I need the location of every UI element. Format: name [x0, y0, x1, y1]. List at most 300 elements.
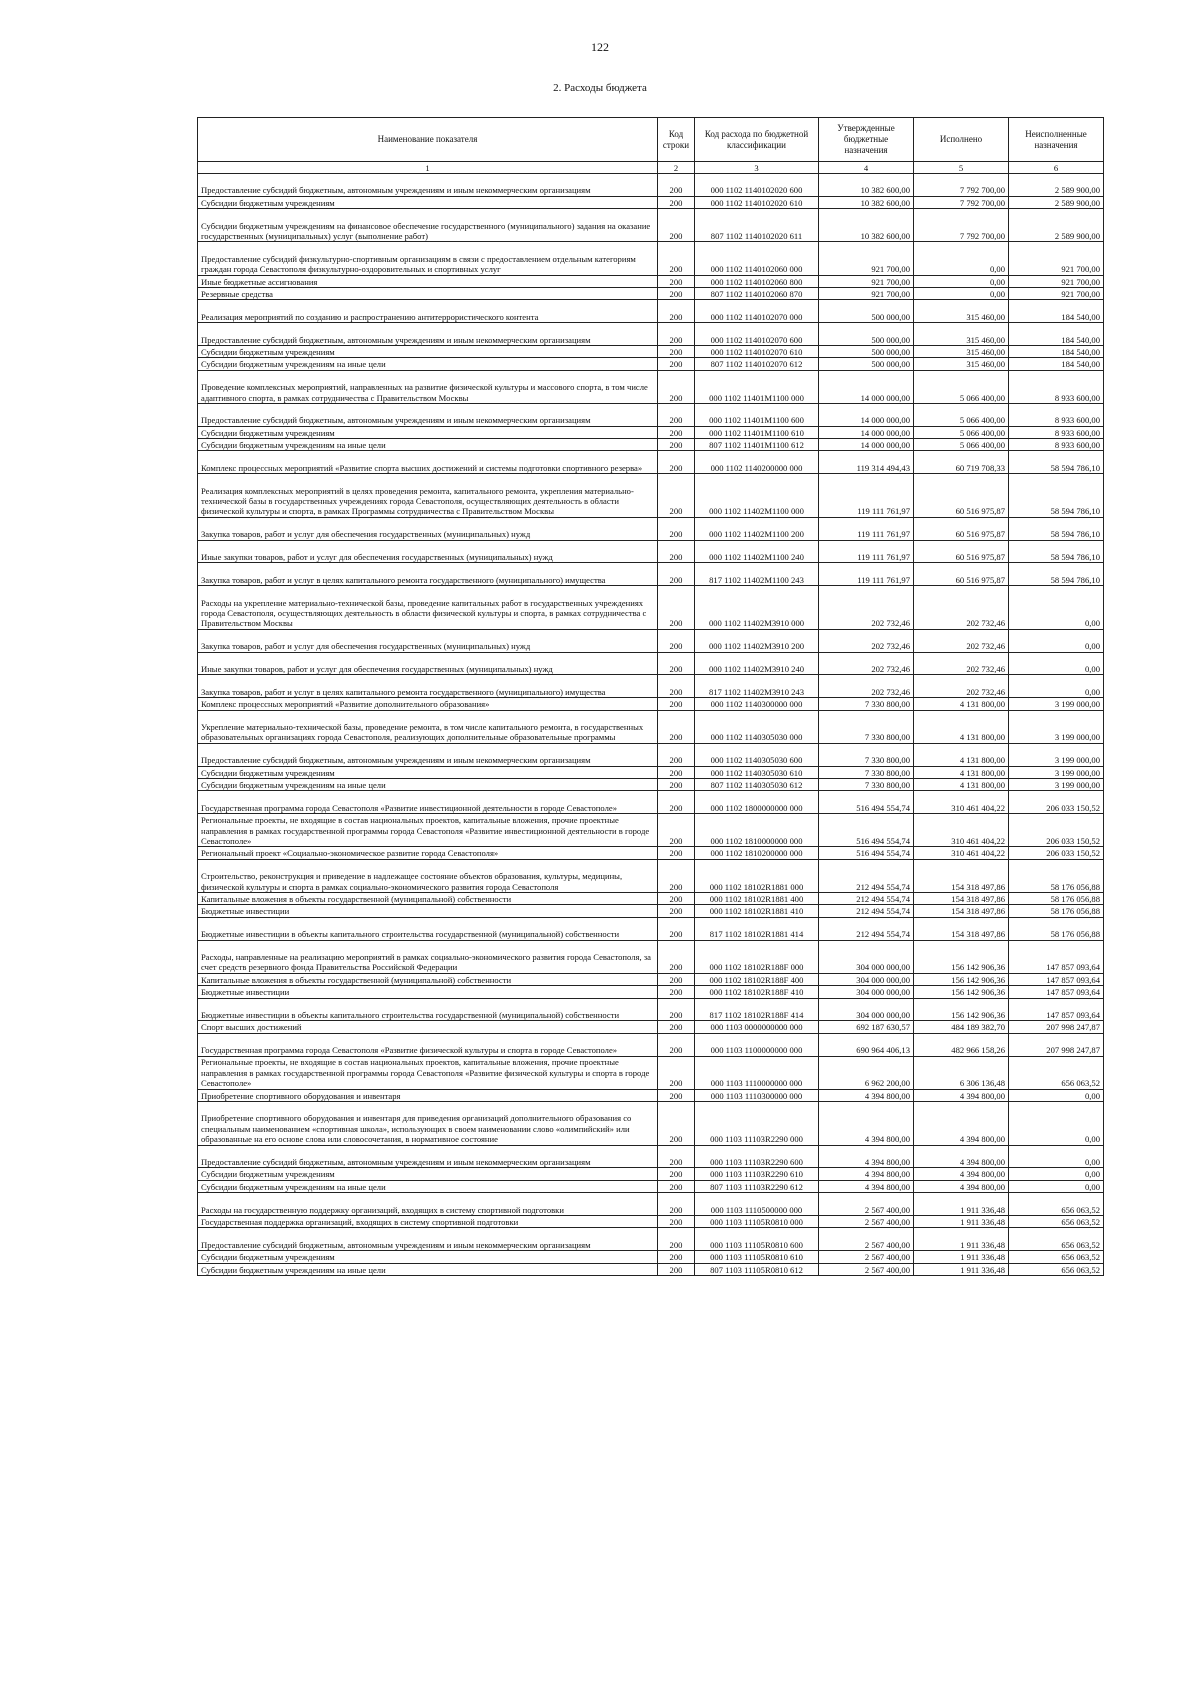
table-row: [198, 743, 1104, 766]
row-approved: 119 111 761,97: [819, 474, 914, 518]
row-line-code: 200: [658, 1228, 695, 1251]
row-unexecuted: 921 700,00: [1009, 275, 1104, 287]
row-kbk: 000 1102 11402M3910 240: [695, 652, 819, 675]
row-unexecuted: 58 176 056,88: [1009, 859, 1104, 892]
row-line-code: 200: [658, 474, 695, 518]
row-unexecuted: 3 199 000,00: [1009, 779, 1104, 791]
row-unexecuted: 58 594 786,10: [1009, 517, 1104, 540]
table-row: [198, 779, 1104, 791]
row-line-code: 200: [658, 275, 695, 287]
row-name: Субсидии бюджетным учреждениям на иные цели: [198, 779, 658, 791]
table-row: [198, 847, 1104, 859]
row-approved: 2 567 400,00: [819, 1216, 914, 1228]
row-approved: 692 187 630,57: [819, 1021, 914, 1033]
row-name: Предоставление субсидий бюджетным, автономным учреждениям и иным некоммерческим организациям: [198, 1228, 658, 1251]
row-unexecuted: 0,00: [1009, 629, 1104, 652]
row-name: Субсидии бюджетным учреждениям: [198, 426, 658, 438]
row-line-code: 200: [658, 1251, 695, 1263]
row-unexecuted: 147 857 093,64: [1009, 986, 1104, 998]
row-kbk: 000 1103 11105R0810 600: [695, 1228, 819, 1251]
row-kbk: 000 1102 1800000000 000: [695, 791, 819, 814]
row-line-code: 200: [658, 1180, 695, 1192]
table-row: [198, 940, 1104, 973]
table-row: [198, 323, 1104, 346]
table-row: [198, 300, 1104, 323]
row-unexecuted: 0,00: [1009, 586, 1104, 630]
row-unexecuted: 147 857 093,64: [1009, 940, 1104, 973]
table-row: [198, 766, 1104, 778]
table-row: [198, 474, 1104, 518]
row-name: Субсидии бюджетным учреждениям на иные цели: [198, 358, 658, 370]
table-row: [198, 998, 1104, 1021]
row-line-code: 200: [658, 563, 695, 586]
row-approved: 2 567 400,00: [819, 1263, 914, 1275]
row-approved: 4 394 800,00: [819, 1180, 914, 1192]
row-unexecuted: 921 700,00: [1009, 242, 1104, 275]
column-number: 6: [1009, 162, 1104, 174]
row-executed: 0,00: [914, 287, 1009, 299]
row-unexecuted: 58 594 786,10: [1009, 474, 1104, 518]
row-executed: 5 066 400,00: [914, 439, 1009, 451]
row-name: Приобретение спортивного оборудования и инвентаря для приведения организаций дополнительного образования со специальным наименованием «спортивная школа», использующих в своем наименовании слово «олимпийский» или образованные на его основе слова или словосочетания, в нормативное состояние: [198, 1102, 658, 1146]
row-kbk: 817 1102 18102R188F 414: [695, 998, 819, 1021]
row-line-code: 200: [658, 1089, 695, 1101]
row-approved: 921 700,00: [819, 287, 914, 299]
row-unexecuted: 0,00: [1009, 675, 1104, 698]
row-line-code: 200: [658, 345, 695, 357]
row-unexecuted: 8 933 600,00: [1009, 370, 1104, 403]
table-row: [198, 652, 1104, 675]
row-approved: 119 314 494,43: [819, 451, 914, 474]
row-kbk: 817 1102 11402M1100 243: [695, 563, 819, 586]
row-executed: 60 516 975,87: [914, 517, 1009, 540]
budget-expenses-table: [197, 117, 1104, 1276]
row-unexecuted: 58 176 056,88: [1009, 917, 1104, 940]
table-row: [198, 814, 1104, 847]
table-header-row: [198, 118, 1104, 162]
row-executed: 7 792 700,00: [914, 209, 1009, 242]
row-unexecuted: 2 589 900,00: [1009, 174, 1104, 197]
row-approved: 119 111 761,97: [819, 517, 914, 540]
table-row: [198, 1216, 1104, 1228]
row-kbk: 807 1102 1140305030 612: [695, 779, 819, 791]
row-kbk: 807 1103 11103R2290 612: [695, 1180, 819, 1192]
row-approved: 304 000 000,00: [819, 940, 914, 973]
row-approved: 500 000,00: [819, 345, 914, 357]
row-executed: 202 732,46: [914, 586, 1009, 630]
row-unexecuted: 206 033 150,52: [1009, 791, 1104, 814]
row-executed: 1 911 336,48: [914, 1216, 1009, 1228]
row-executed: 154 318 497,86: [914, 905, 1009, 917]
row-executed: 4 131 800,00: [914, 766, 1009, 778]
row-approved: 516 494 554,74: [819, 791, 914, 814]
table-row: [198, 973, 1104, 985]
header-kbk: Код расхода по бюджетной классификации: [695, 118, 819, 162]
table-row: [198, 345, 1104, 357]
row-name: Субсидии бюджетным учреждениям: [198, 1251, 658, 1263]
row-unexecuted: 3 199 000,00: [1009, 766, 1104, 778]
row-approved: 4 394 800,00: [819, 1102, 914, 1146]
row-approved: 2 567 400,00: [819, 1228, 914, 1251]
row-kbk: 000 1103 0000000000 000: [695, 1021, 819, 1033]
row-kbk: 817 1102 11402M3910 243: [695, 675, 819, 698]
row-approved: 921 700,00: [819, 242, 914, 275]
row-line-code: 200: [658, 1263, 695, 1275]
row-kbk: 000 1103 11105R0810 000: [695, 1216, 819, 1228]
row-name: Государственная программа города Севастополя «Развитие физической культуры и спорта в городе Севастополе»: [198, 1033, 658, 1056]
row-executed: 202 732,46: [914, 629, 1009, 652]
row-kbk: 000 1103 1100000000 000: [695, 1033, 819, 1056]
row-executed: 7 792 700,00: [914, 196, 1009, 208]
row-executed: 4 394 800,00: [914, 1145, 1009, 1168]
row-kbk: 000 1103 1110500000 000: [695, 1193, 819, 1216]
row-unexecuted: 58 176 056,88: [1009, 905, 1104, 917]
row-executed: 1 911 336,48: [914, 1263, 1009, 1275]
row-unexecuted: 206 033 150,52: [1009, 847, 1104, 859]
row-kbk: 000 1102 1140102020 610: [695, 196, 819, 208]
row-name: Расходы, направленные на реализацию мероприятий в рамках социально-экономического развития города Севастополя, за счет средств резервного фонда Правительства Российской Федерации: [198, 940, 658, 973]
row-kbk: 000 1102 18102R1881 410: [695, 905, 819, 917]
row-line-code: 200: [658, 451, 695, 474]
row-name: Укрепление материально-технической базы, проведение ремонта, в том числе капитального ремонта, в государственных образовательных организациях города Севастополя, реализующих дополнительные образовательные программы: [198, 710, 658, 743]
row-name: Региональные проекты, не входящие в состав национальных проектов, капитальные вложения, прочие проектные направления в рамках государственной программы города Севастополя «Развитие инвестиционной деятельности в городе Севастополе»: [198, 814, 658, 847]
table-row: [198, 917, 1104, 940]
row-name: Субсидии бюджетным учреждениям на иные цели: [198, 1180, 658, 1192]
row-unexecuted: 0,00: [1009, 1180, 1104, 1192]
table-body: [198, 174, 1104, 1276]
row-approved: 7 330 800,00: [819, 698, 914, 710]
table-row: [198, 986, 1104, 998]
row-name: Спорт высших достижений: [198, 1021, 658, 1033]
column-number: 5: [914, 162, 1009, 174]
row-kbk: 000 1102 11402M1100 240: [695, 540, 819, 563]
row-line-code: 200: [658, 814, 695, 847]
row-kbk: 000 1102 1140300000 000: [695, 698, 819, 710]
row-name: Капитальные вложения в объекты государственной (муниципальной) собственности: [198, 973, 658, 985]
row-line-code: 200: [658, 323, 695, 346]
row-executed: 0,00: [914, 275, 1009, 287]
row-line-code: 200: [658, 1102, 695, 1146]
row-line-code: 200: [658, 973, 695, 985]
row-executed: 6 306 136,48: [914, 1056, 1009, 1089]
row-executed: 5 066 400,00: [914, 403, 1009, 426]
row-name: Бюджетные инвестиции: [198, 905, 658, 917]
row-unexecuted: 3 199 000,00: [1009, 743, 1104, 766]
row-name: Региональные проекты, не входящие в состав национальных проектов, капитальные вложения, прочие проектные направления в рамках государственной программы города Севастополя «Развитие физической культуры и спорта в городе Севастополе»: [198, 1056, 658, 1089]
row-executed: 310 461 404,22: [914, 847, 1009, 859]
row-line-code: 200: [658, 917, 695, 940]
row-name: Иные закупки товаров, работ и услуг для обеспечения государственных (муниципальных) нужд: [198, 652, 658, 675]
table-row: [198, 1021, 1104, 1033]
row-executed: 4 394 800,00: [914, 1180, 1009, 1192]
row-line-code: 200: [658, 743, 695, 766]
row-line-code: 200: [658, 242, 695, 275]
row-executed: 310 461 404,22: [914, 791, 1009, 814]
row-name: Предоставление субсидий бюджетным, автономным учреждениям и иным некоммерческим организациям: [198, 174, 658, 197]
row-unexecuted: 8 933 600,00: [1009, 426, 1104, 438]
table-row: [198, 698, 1104, 710]
row-name: Региональный проект «Социально-экономическое развитие города Севастополя»: [198, 847, 658, 859]
row-approved: 7 330 800,00: [819, 766, 914, 778]
row-executed: 484 189 382,70: [914, 1021, 1009, 1033]
row-name: Приобретение спортивного оборудования и инвентаря: [198, 1089, 658, 1101]
table-row: [198, 174, 1104, 197]
row-line-code: 200: [658, 1033, 695, 1056]
table-row: [198, 1089, 1104, 1101]
table-row: [198, 905, 1104, 917]
row-unexecuted: 184 540,00: [1009, 300, 1104, 323]
row-executed: 60 516 975,87: [914, 474, 1009, 518]
row-name: Предоставление субсидий бюджетным, автономным учреждениям и иным некоммерческим организациям: [198, 403, 658, 426]
table-row: [198, 892, 1104, 904]
row-kbk: 807 1102 1140102060 870: [695, 287, 819, 299]
row-unexecuted: 656 063,52: [1009, 1251, 1104, 1263]
row-kbk: 000 1103 11103R2290 000: [695, 1102, 819, 1146]
row-executed: 154 318 497,86: [914, 859, 1009, 892]
row-unexecuted: 184 540,00: [1009, 323, 1104, 346]
row-approved: 516 494 554,74: [819, 847, 914, 859]
row-name: Предоставление субсидий физкультурно-спортивным организациям в связи с предоставлением отдельным категориям граждан города Севастополя физкультурно-оздоровительных и спортивных услуг: [198, 242, 658, 275]
table-row: [198, 403, 1104, 426]
row-kbk: 817 1102 18102R1881 414: [695, 917, 819, 940]
row-approved: 202 732,46: [819, 586, 914, 630]
row-approved: 14 000 000,00: [819, 370, 914, 403]
row-line-code: 200: [658, 1145, 695, 1168]
row-line-code: 200: [658, 287, 695, 299]
row-name: Капитальные вложения в объекты государственной (муниципальной) собственности: [198, 892, 658, 904]
header-line-code: Код строки: [658, 118, 695, 162]
row-line-code: 200: [658, 859, 695, 892]
row-executed: 154 318 497,86: [914, 917, 1009, 940]
row-executed: 315 460,00: [914, 323, 1009, 346]
table-row: [198, 791, 1104, 814]
row-name: Бюджетные инвестиции в объекты капитального строительства государственной (муниципальной) собственности: [198, 998, 658, 1021]
row-name: Субсидии бюджетным учреждениям: [198, 766, 658, 778]
row-name: Резервные средства: [198, 287, 658, 299]
row-name: Предоставление субсидий бюджетным, автономным учреждениям и иным некоммерческим организациям: [198, 1145, 658, 1168]
row-line-code: 200: [658, 766, 695, 778]
table-row: [198, 1251, 1104, 1263]
row-kbk: 000 1102 1140102060 000: [695, 242, 819, 275]
table-row: [198, 242, 1104, 275]
table-row: [198, 439, 1104, 451]
row-kbk: 000 1102 18102R188F 400: [695, 973, 819, 985]
row-executed: 202 732,46: [914, 675, 1009, 698]
row-unexecuted: 921 700,00: [1009, 287, 1104, 299]
row-kbk: 000 1102 18102R188F 000: [695, 940, 819, 973]
row-approved: 500 000,00: [819, 358, 914, 370]
row-kbk: 000 1102 11402M3910 200: [695, 629, 819, 652]
row-kbk: 000 1102 11402M3910 000: [695, 586, 819, 630]
row-kbk: 000 1102 1140102070 000: [695, 300, 819, 323]
row-kbk: 000 1102 11402M1100 000: [695, 474, 819, 518]
row-unexecuted: 0,00: [1009, 652, 1104, 675]
row-kbk: 000 1102 1140102070 600: [695, 323, 819, 346]
table-row: [198, 196, 1104, 208]
row-kbk: 000 1102 18102R1881 000: [695, 859, 819, 892]
row-unexecuted: 0,00: [1009, 1102, 1104, 1146]
row-executed: 4 394 800,00: [914, 1089, 1009, 1101]
row-approved: 7 330 800,00: [819, 743, 914, 766]
row-executed: 310 461 404,22: [914, 814, 1009, 847]
table-row: [198, 1228, 1104, 1251]
row-executed: 5 066 400,00: [914, 426, 1009, 438]
row-line-code: 200: [658, 540, 695, 563]
row-approved: 10 382 600,00: [819, 209, 914, 242]
table-row: [198, 1056, 1104, 1089]
row-executed: 1 911 336,48: [914, 1193, 1009, 1216]
row-kbk: 000 1102 18102R188F 410: [695, 986, 819, 998]
table-row: [198, 1102, 1104, 1146]
row-line-code: 200: [658, 1216, 695, 1228]
row-approved: 212 494 554,74: [819, 859, 914, 892]
row-name: Расходы на укрепление материально-технической базы, проведение капитальных работ в государственных учреждениях города Севастополя, осуществляющих деятельность в области физической культуры и спорта, в рамках сотрудничества с Правительством Москвы: [198, 586, 658, 630]
row-unexecuted: 2 589 900,00: [1009, 196, 1104, 208]
row-kbk: 000 1102 1140305030 610: [695, 766, 819, 778]
row-approved: 4 394 800,00: [819, 1089, 914, 1101]
row-kbk: 000 1102 1140102060 800: [695, 275, 819, 287]
row-executed: 4 131 800,00: [914, 779, 1009, 791]
row-line-code: 200: [658, 300, 695, 323]
row-kbk: 000 1102 18102R1881 400: [695, 892, 819, 904]
row-unexecuted: 206 033 150,52: [1009, 814, 1104, 847]
row-name: Реализация мероприятий по созданию и распространению антитеррористического контента: [198, 300, 658, 323]
column-number: 1: [198, 162, 658, 174]
row-executed: 482 966 158,26: [914, 1033, 1009, 1056]
header-unexecuted: Неисполненные назначения: [1009, 118, 1104, 162]
row-name: Проведение комплексных мероприятий, направленных на развитие физической культуры и массового спорта, в том числе адаптивного спорта, в рамках сотрудничества с Правительством Москвы: [198, 370, 658, 403]
table-row: [198, 1168, 1104, 1180]
row-kbk: 807 1102 11401M1100 612: [695, 439, 819, 451]
row-kbk: 000 1103 11103R2290 610: [695, 1168, 819, 1180]
row-executed: 315 460,00: [914, 300, 1009, 323]
row-name: Субсидии бюджетным учреждениям на финансовое обеспечение государственного (муниципального) задания на оказание государственных (муниципальных) услуг (выполнение работ): [198, 209, 658, 242]
column-number: 4: [819, 162, 914, 174]
row-line-code: 200: [658, 1168, 695, 1180]
row-kbk: 000 1103 1110300000 000: [695, 1089, 819, 1101]
page-number: 122: [591, 40, 609, 54]
row-line-code: 200: [658, 847, 695, 859]
row-approved: 2 567 400,00: [819, 1193, 914, 1216]
table-row: [198, 1033, 1104, 1056]
table-row: [198, 629, 1104, 652]
row-unexecuted: 8 933 600,00: [1009, 439, 1104, 451]
row-executed: 156 142 906,36: [914, 998, 1009, 1021]
row-name: Закупка товаров, работ и услуг в целях капитального ремонта государственного (муниципального) имущества: [198, 563, 658, 586]
header-approved: Утвержденные бюджетные назначения: [819, 118, 914, 162]
section-title: 2. Расходы бюджета: [553, 82, 647, 94]
row-executed: 156 142 906,36: [914, 940, 1009, 973]
row-executed: 60 516 975,87: [914, 540, 1009, 563]
row-name: Субсидии бюджетным учреждениям: [198, 345, 658, 357]
row-line-code: 200: [658, 698, 695, 710]
row-kbk: 807 1102 1140102070 612: [695, 358, 819, 370]
row-unexecuted: 656 063,52: [1009, 1056, 1104, 1089]
row-line-code: 200: [658, 439, 695, 451]
row-line-code: 200: [658, 779, 695, 791]
row-approved: 14 000 000,00: [819, 426, 914, 438]
row-approved: 119 111 761,97: [819, 540, 914, 563]
row-approved: 4 394 800,00: [819, 1145, 914, 1168]
row-approved: 304 000 000,00: [819, 998, 914, 1021]
row-unexecuted: 58 176 056,88: [1009, 892, 1104, 904]
row-name: Предоставление субсидий бюджетным, автономным учреждениям и иным некоммерческим организациям: [198, 743, 658, 766]
row-executed: 0,00: [914, 242, 1009, 275]
row-name: Комплекс процессных мероприятий «Развитие спорта высших достижений и системы подготовки спортивного резерва»: [198, 451, 658, 474]
row-name: Субсидии бюджетным учреждениям: [198, 196, 658, 208]
row-name: Закупка товаров, работ и услуг в целях капитального ремонта государственного (муниципального) имущества: [198, 675, 658, 698]
row-approved: 7 330 800,00: [819, 779, 914, 791]
row-line-code: 200: [658, 517, 695, 540]
row-unexecuted: 0,00: [1009, 1145, 1104, 1168]
row-line-code: 200: [658, 358, 695, 370]
row-approved: 690 964 406,13: [819, 1033, 914, 1056]
row-approved: 304 000 000,00: [819, 986, 914, 998]
row-name: Бюджетные инвестиции в объекты капитального строительства государственной (муниципальной) собственности: [198, 917, 658, 940]
row-line-code: 200: [658, 892, 695, 904]
row-kbk: 000 1102 1810200000 000: [695, 847, 819, 859]
row-line-code: 200: [658, 209, 695, 242]
row-name: Субсидии бюджетным учреждениям на иные цели: [198, 439, 658, 451]
row-unexecuted: 0,00: [1009, 1089, 1104, 1101]
row-approved: 202 732,46: [819, 629, 914, 652]
row-kbk: 807 1103 11105R0810 612: [695, 1263, 819, 1275]
row-kbk: 000 1102 1140305030 600: [695, 743, 819, 766]
row-executed: 7 792 700,00: [914, 174, 1009, 197]
row-unexecuted: 3 199 000,00: [1009, 698, 1104, 710]
header-executed: Исполнено: [914, 118, 1009, 162]
row-line-code: 200: [658, 629, 695, 652]
row-unexecuted: 656 063,52: [1009, 1216, 1104, 1228]
row-executed: 315 460,00: [914, 358, 1009, 370]
table-row: [198, 859, 1104, 892]
column-number: 2: [658, 162, 695, 174]
row-line-code: 200: [658, 791, 695, 814]
row-unexecuted: 207 998 247,87: [1009, 1033, 1104, 1056]
row-executed: 60 719 708,33: [914, 451, 1009, 474]
row-name: Государственная программа города Севастополя «Развитие инвестиционной деятельности в городе Севастополе»: [198, 791, 658, 814]
row-unexecuted: 147 857 093,64: [1009, 998, 1104, 1021]
table-row: [198, 358, 1104, 370]
table-row: [198, 287, 1104, 299]
row-approved: 212 494 554,74: [819, 905, 914, 917]
row-unexecuted: 58 594 786,10: [1009, 451, 1104, 474]
row-unexecuted: 2 589 900,00: [1009, 209, 1104, 242]
row-approved: 119 111 761,97: [819, 563, 914, 586]
row-name: Иные бюджетные ассигнования: [198, 275, 658, 287]
row-kbk: 000 1102 1140200000 000: [695, 451, 819, 474]
row-name: Закупка товаров, работ и услуг для обеспечения государственных (муниципальных) нужд: [198, 517, 658, 540]
row-name: Субсидии бюджетным учреждениям на иные цели: [198, 1263, 658, 1275]
row-kbk: 000 1102 11402M1100 200: [695, 517, 819, 540]
table-row: [198, 586, 1104, 630]
row-approved: 2 567 400,00: [819, 1251, 914, 1263]
row-unexecuted: 207 998 247,87: [1009, 1021, 1104, 1033]
row-kbk: 000 1103 11103R2290 600: [695, 1145, 819, 1168]
row-line-code: 200: [658, 586, 695, 630]
table-row: [198, 517, 1104, 540]
row-line-code: 200: [658, 1193, 695, 1216]
row-name: Комплекс процессных мероприятий «Развитие дополнительного образования»: [198, 698, 658, 710]
table-row: [198, 209, 1104, 242]
table-row: [198, 1193, 1104, 1216]
row-name: Иные закупки товаров, работ и услуг для обеспечения государственных (муниципальных) нужд: [198, 540, 658, 563]
row-approved: 10 382 600,00: [819, 196, 914, 208]
row-line-code: 200: [658, 652, 695, 675]
row-unexecuted: 58 594 786,10: [1009, 540, 1104, 563]
row-executed: 154 318 497,86: [914, 892, 1009, 904]
row-unexecuted: 147 857 093,64: [1009, 973, 1104, 985]
